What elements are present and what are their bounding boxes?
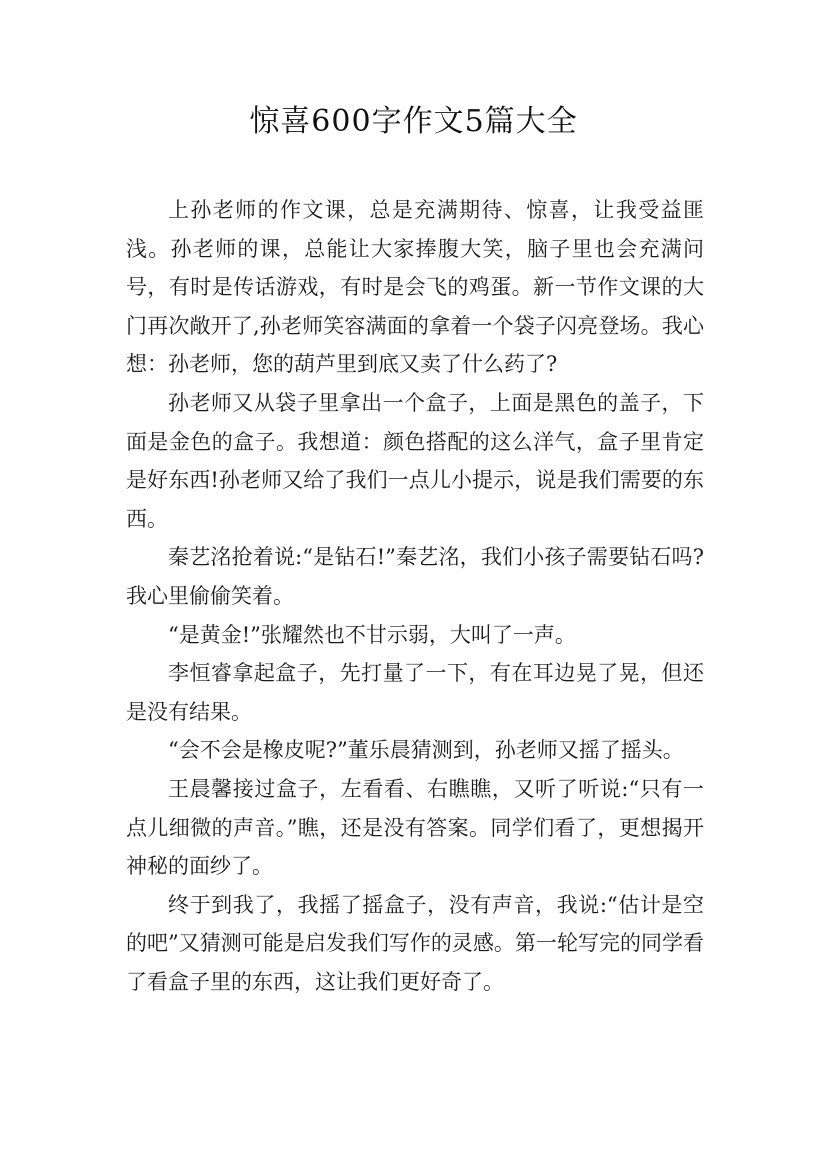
paragraph-6: “会不会是橡皮呢?”董乐晨猜测到，孙老师又摇了摇头。 xyxy=(168,738,684,763)
paragraph-5: 李恒睿拿起盒子，先打量了一下，有在耳边晃了晃，但还是没有结果。 xyxy=(126,661,704,724)
document-title: 惊喜600字作文5篇大全 xyxy=(249,104,578,139)
paragraph-4: “是黄金!”张耀然也不甘示弱，大叫了一声。 xyxy=(168,622,576,647)
paragraph-2: 孙老师又从袋子里拿出一个盒子，上面是黑色的盖子，下面是金色的盒子。我想道：颜色搭配的这么洋气，盒子里肯定是好东西!孙老师又给了我们一点儿小提示，说是我们需要的东西。 xyxy=(126,390,704,531)
paragraph-1: 上孙老师的作文课，总是充满期待、惊喜，让我受益匪浅。孙老师的课，总能让大家捧腹大笑，脑子里也会充满问号，有时是传话游戏，有时是会飞的鸡蛋。新一节作文课的大门再次敞开了,孙老师笑容满面的拿着一个袋子闪亮登场。我心想：孙老师，您的葫芦里到底又卖了什么药了? xyxy=(126,198,704,377)
document-body xyxy=(126,191,704,1001)
paragraph-3: 秦艺洺抢着说:“是钻石!”秦艺洺，我们小孩子需要钻石吗?我心里偷偷笑着。 xyxy=(126,545,704,608)
paragraph-7: 王晨馨接过盒子，左看看、右瞧瞧，又听了听说:“只有一点儿细微的声音。”瞧，还是没有答案。同学们看了，更想揭开神秘的面纱了。 xyxy=(126,776,704,879)
paragraph-8: 终于到我了，我摇了摇盒子，没有声音，我说:“估计是空的吧”又猜测可能是启发我们写作的灵感。第一轮写完的同学看了看盒子里的东西，这让我们更好奇了。 xyxy=(126,892,704,994)
